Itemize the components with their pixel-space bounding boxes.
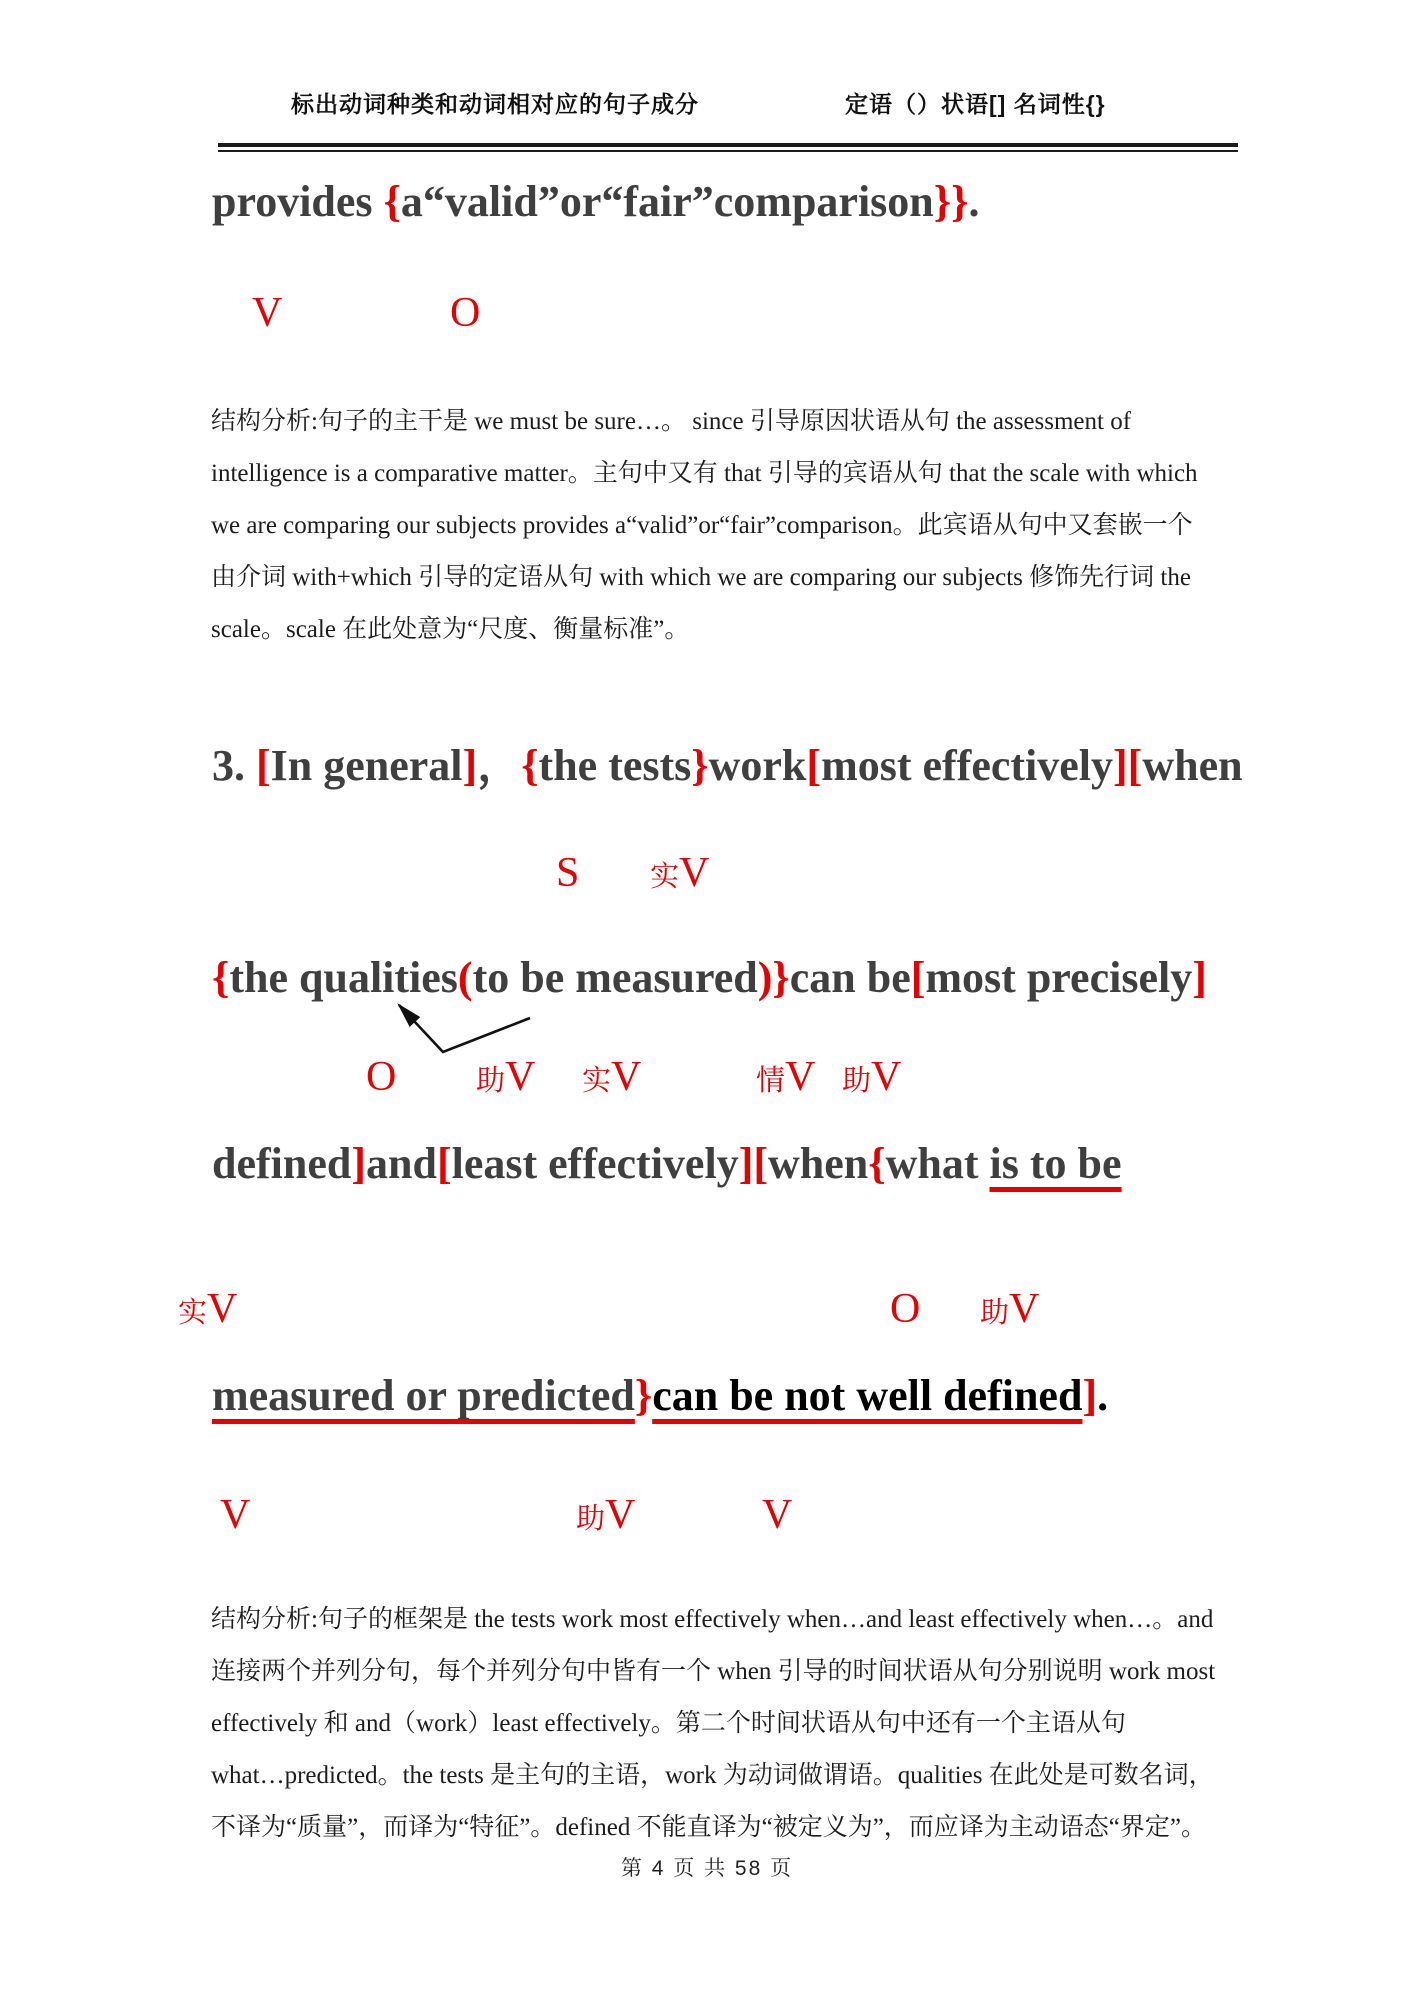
red-bracket: ] (1192, 953, 1207, 1002)
annotation-label: V (871, 1054, 902, 1100)
annotation-label: 实 (650, 861, 680, 893)
text-segment: most precisely (925, 953, 1193, 1002)
text-segment: least effectively (451, 1139, 739, 1188)
annotation-label: V (505, 1054, 536, 1100)
sentence-3-line-1 (212, 740, 1243, 792)
analysis-line: scale。scale 在此处意为“尺度、衡量标准”。 (211, 616, 690, 643)
red-brace: }} (933, 177, 969, 226)
sentence-3-line-3 (212, 1138, 1122, 1190)
annotation-label: O (366, 1054, 397, 1100)
annotation-label: V (611, 1054, 642, 1100)
structure-analysis-1 (211, 396, 1241, 656)
red-brace: { (521, 741, 539, 790)
text-segment: when (768, 1139, 869, 1188)
text-segment: ， (477, 741, 522, 790)
annotation-label: 助 (842, 1065, 872, 1097)
analysis-line: intelligence is a comparative matter。主句中又有 that 引导的宾语从句 that the scale with which (211, 460, 1198, 487)
underlined-segment: is to be (989, 1139, 1122, 1188)
annotation-main-verb (582, 1056, 641, 1098)
sentence-3-line-2 (212, 952, 1207, 1004)
annotation-label: V (1009, 1286, 1040, 1332)
analysis-line: what…predicted。the tests 是主句的主语，work 为动词做谓语。qualities 在此处是可数名词， (211, 1762, 1214, 1789)
text-segment: when (1142, 741, 1243, 790)
annotation-label: 实 (178, 1297, 208, 1329)
annotation-label: V (252, 290, 283, 336)
text-segment: a“valid”or“fair”comparison (400, 177, 934, 226)
red-brace: { (212, 953, 230, 1002)
red-bracket: [ (256, 741, 271, 790)
annotation-label: V (785, 1054, 816, 1100)
red-brace: } (772, 953, 790, 1002)
annotation-verb (220, 1494, 250, 1536)
red-brace: { (383, 177, 401, 226)
text-segment: work (708, 741, 807, 790)
red-bracket: [ (910, 953, 926, 1002)
text-segment: . (1097, 1371, 1109, 1420)
red-bracket: ] (1082, 1371, 1098, 1420)
header-rule (218, 143, 1238, 152)
annotation-label: S (556, 850, 580, 896)
annotation-main-verb (650, 852, 709, 894)
annotation-verb (252, 292, 282, 334)
analysis-line: 结构分析:句子的主干是 we must be sure…。 since 引导原因状语从句 the assessment of (211, 408, 1132, 435)
analysis-line: 不译为“质量”，而译为“特征”。defined 不能直译为“被定义为”，而应译为主动语态“界定”。 (211, 1814, 1206, 1841)
annotation-main-verb (178, 1288, 237, 1330)
red-bracket: ] (351, 1139, 367, 1188)
red-bracket: [ (753, 1139, 768, 1188)
text-segment: and (366, 1139, 437, 1188)
red-bracket: ] (462, 741, 478, 790)
annotation-label: O (450, 290, 481, 336)
structure-analysis-2 (211, 1594, 1241, 1854)
header-legend: 定语（）状语[] 名词性{} (845, 91, 1106, 117)
annotation-label: 助 (576, 1503, 606, 1535)
annotation-label: V (220, 1492, 251, 1538)
text-segment: . (968, 177, 980, 226)
pointer-arrow (372, 992, 544, 1062)
annotation-label: O (890, 1286, 921, 1332)
text-segment: the tests (538, 741, 692, 790)
annotation-label: V (679, 850, 710, 896)
underlined-segment: measured or predicted (212, 1371, 635, 1420)
annotation-auxiliary-verb (842, 1056, 901, 1098)
text-segment: defined (212, 1139, 352, 1188)
annotation-label: 助 (980, 1297, 1010, 1329)
sentence-3-line-4 (212, 1370, 1108, 1422)
page-number-footer: 第 4 页 共 58 页 (620, 1857, 794, 1880)
red-bracket: [ (806, 741, 822, 790)
analysis-line: effectively 和 and（work）least effectively。第二个时间状语从句中还有一个主语从句 (211, 1710, 1126, 1737)
header-instruction: 标出动词种类和动词相对应的句子成分 (291, 91, 699, 117)
red-bracket: [ (1127, 741, 1143, 790)
analysis-line: we are comparing our subjects provides a“valid”or“fair”comparison。此宾语从句中又套嵌一个 (211, 512, 1193, 539)
red-bracket: ] (738, 1139, 754, 1188)
red-brace: { (868, 1139, 886, 1188)
annotation-label: V (207, 1286, 238, 1332)
red-paren: ) (757, 953, 773, 1002)
annotation-label: V (762, 1492, 793, 1538)
analysis-line: 连接两个并列分句，每个并列分句中皆有一个 when 引导的时间状语从句分别说明 work most (211, 1658, 1216, 1685)
annotation-label: V (605, 1492, 636, 1538)
annotation-object (450, 292, 480, 334)
annotation-subject (556, 852, 579, 894)
text-segment: the qualities (229, 953, 458, 1002)
annotation-auxiliary-verb (576, 1494, 635, 1536)
text-segment: In general (270, 741, 463, 790)
underlined-segment: can be not well defined (652, 1371, 1083, 1420)
annotation-label: 助 (476, 1065, 506, 1097)
annotation-auxiliary-verb (980, 1288, 1039, 1330)
sentence-number: 3. (212, 741, 256, 790)
annotation-object (890, 1288, 920, 1330)
text-segment: can be (789, 953, 911, 1002)
text-segment: to be measured (472, 953, 758, 1002)
annotation-object (366, 1056, 396, 1098)
annotation-modal-verb (756, 1056, 815, 1098)
red-paren: ( (457, 953, 473, 1002)
text-segment: provides (212, 177, 384, 226)
red-brace: } (691, 741, 709, 790)
text-segment: most effectively (821, 741, 1114, 790)
annotation-verb (762, 1494, 792, 1536)
sentence-2-fragment (212, 176, 979, 228)
annotation-auxiliary-verb (476, 1056, 535, 1098)
red-brace: } (634, 1371, 653, 1420)
annotation-label: 情 (756, 1065, 786, 1097)
text-segment: what (885, 1139, 990, 1188)
red-bracket: ] (1113, 741, 1128, 790)
red-bracket: [ (436, 1139, 452, 1188)
analysis-line: 结构分析:句子的框架是 the tests work most effectively when…and least effectively when…。and (211, 1606, 1214, 1633)
analysis-line: 由介词 with+which 引导的定语从句 with which we are comparing our subjects 修饰先行词 the (211, 564, 1191, 591)
annotation-label: 实 (582, 1065, 612, 1097)
